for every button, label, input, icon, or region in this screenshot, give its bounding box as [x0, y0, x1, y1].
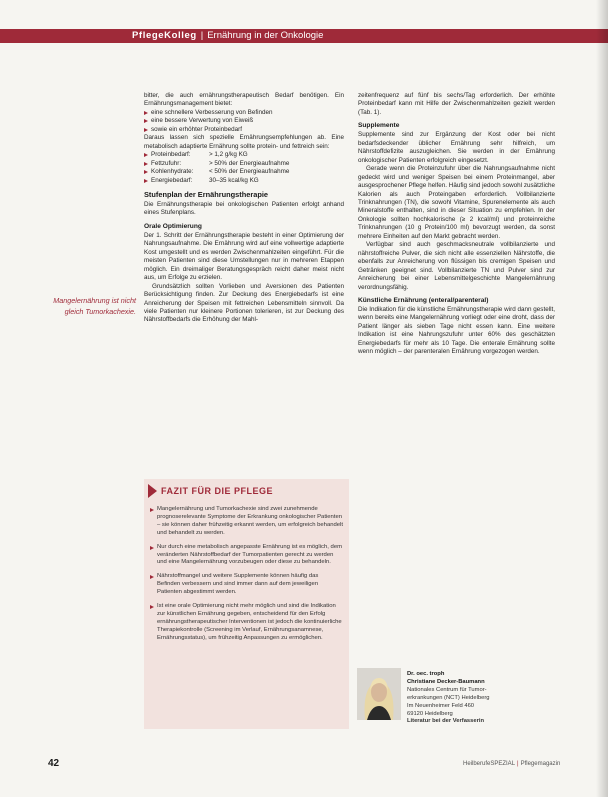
intro-bullet: eine bessere Verwertung von Eiweiß — [144, 117, 344, 125]
stufenplan-paragraph: Die Ernährungstherapie bei onkologischen Patienten erfolgt anhand eines Stufenplans. — [144, 200, 344, 217]
author-line: Nationales Centrum für Tumor- — [407, 686, 487, 693]
author-title: Dr. oec. troph — [407, 671, 445, 677]
fazit-item: Ist eine orale Optimierung nicht mehr möglich und sind die Indikation zur künstlichen Ernährung gegeben, entscheidend für den Erfolg ernährungstherapeutischer Interventionen ist jedoch die kontinuierliche Therapiekontrolle (Screening im Verlauf, Ernährungsanamnese, Ernährungsstatus), um frühzeitig Anpassungen zu ermöglichen. — [150, 603, 343, 643]
author-info — [407, 671, 557, 726]
fazit-box — [144, 479, 349, 729]
author-name: Christiane Decker-Baumann — [407, 678, 485, 685]
requirement-key: Energiebedarf: — [144, 177, 209, 185]
fazit-item: Mangelernährung und Tumorkachexie sind zwei zunehmende prognoserelevante Symptome der Erkrankung onkologischer Patienten – sie können daher frühzeitig erkannt werden, um erfolgreich behandelt und behandelt zu werden. — [150, 506, 343, 538]
footer-journal-1: HeilberufeSPEZIAL — [463, 761, 516, 767]
requirement-row — [144, 160, 289, 168]
requirement-key: Kohlenhydrate: — [144, 168, 209, 176]
requirements-table — [144, 151, 289, 185]
requirements-intro: Daraus lassen sich spezielle Ernährungsempfehlungen ab. Eine metabolisch adaptierte Ernährung sollte protein- und fettreich sein: — [144, 134, 344, 150]
fazit-item: Nur durch eine metabolisch angepasste Ernährung ist es möglich, dem veränderten Nährstoffbedarf der Tumorpatienten gerecht zu werden und eine Mangelernährung vorzubeugen oder diese zu behandeln. — [150, 544, 343, 568]
author-line: Im Neuenheimer Feld 460 — [407, 702, 475, 709]
heading-supplemente: Supplemente — [358, 122, 400, 130]
supplemente-paragraph-2: Gerade wenn die Proteinzufuhr über die Nahrungsaufnahme nicht gedeckt wird und weniger Speisen bei einem Proteinmangel, aber ausgesprochener Pflege helfen. Häufig sind jedoch sowohl zusätzliche Kalorien als auch Proteingaben erforderlich. Vollbilanzierte Trinknahrungen (TN), die sowohl Vitamine, Spurenelemente als auch Mineralstoffe enthalten, sind in dieser Situation zu empfehlen. In der Onkologie sollten hochkalorische (≥ 2 kcal/ml) und proteinreiche Trinknahrungen (10 g Protein/100 ml) bevorzugt werden, da sonst mehrere Einheiten auf den Markt gebracht werden. — [358, 165, 555, 240]
running-header — [132, 29, 323, 43]
intro-paragraph: bitter, die auch ernährungstherapeutisch Bedarf benötigen. Ein Ernährungsmanagement bietet: — [144, 92, 344, 108]
requirement-value: > 50% der Energieaufnahme — [209, 159, 290, 167]
intro-bullet: eine schnellere Verbesserung von Befinden — [144, 109, 344, 117]
fazit-item: Nährstoffmangel und weitere Supplemente können häufig das Befinden verbessern und sind immer dann auf dem jeweiligen Patienten abgestimmt werden. — [150, 573, 343, 597]
footer-journal — [463, 761, 560, 767]
footer-journal-2: Pflegemagazin — [520, 761, 561, 767]
header-kolleg: PflegeKolleg — [132, 30, 197, 41]
fazit-title-text: FAZIT FÜR DIE PFLEGE — [161, 486, 274, 496]
footer-pipe: | — [517, 761, 519, 767]
supplemente-paragraph-1: Supplemente sind zur Ergänzung der Kost oder bei nicht bedarfsdeckender üblicher Ernährung sehr hilfreich, um Nährstoffdefizite auszugleichen. Sie werden in der Ernährung onkologischer Patienten erfolgreich eingesetzt. — [358, 131, 555, 164]
right-column — [358, 92, 555, 357]
requirement-row — [144, 151, 289, 159]
requirement-key: Fettzufuhr: — [144, 160, 209, 168]
requirement-value: > 1,2 g/kg KG — [209, 151, 248, 159]
orale-paragraph-1: Der 1. Schritt der Ernährungstherapie besteht in einer Optimierung der Nahrungsaufnahme. Die Ernährung wird auf eine vollwertige adaptierte Kost umgestellt und es werden Zwischenmahlzeiten eingeführt. Für die meisten Patienten sind diese Umstellungen nur in mehreren Etappen möglich. Ein dreimaliger Beratungsgespräch reicht daher meist nicht aus, um Erfolge zu erzielen. — [144, 231, 344, 282]
left-column — [144, 92, 344, 325]
requirement-row — [144, 168, 289, 176]
kuenstliche-paragraph: Die Indikation für die künstliche Ernährungstherapie wird dann gestellt, wenn bereits eine Mangelernährung vorliegt oder eine droht, dass der Patient länger als sieben Tage nicht essen kann. Eine weitere Indikation ist eine Nahrungszufuhr unter 60% des geschätzten Energiebedarfs für mehr als 10 Tage. Die enterale Ernährung sollte wenn möglich – der parenteralen Ernährung vorgezogen werden. — [358, 305, 555, 356]
fazit-title — [148, 483, 273, 499]
intro-bullet-list — [144, 109, 344, 134]
requirement-row — [144, 177, 289, 185]
requirement-value: 30–35 kcal/kg KG — [209, 176, 259, 184]
page-fold-shadow — [596, 0, 608, 797]
supplemente-paragraph-3: Verfügbar sind auch geschmacksneutrale vollbilanzierte und nährstoffreiche Pulver, die sich nicht alle essenziellen Nährstoffe, die ebenfalls zur Anreicherung von flüssigen bis cremigen Speisen und Getränken geeignet sind. Vollbilanzierte TN und Pulver sind zur Anreicherung bei einer Lebensmittelgeschichte Mangelernährung verordnungsfähig. — [358, 241, 555, 291]
author-literature: Literatur bei der Verfasserin — [407, 718, 485, 725]
intro-bullet: sowie ein erhöhter Proteinbedarf — [144, 126, 344, 134]
page-number: 42 — [48, 758, 60, 769]
author-portrait-icon — [357, 668, 401, 720]
requirement-key: Proteinbedarf: — [144, 151, 209, 159]
heading-stufenplan: Stufenplan der Ernährungstherapie — [144, 189, 269, 199]
orale-paragraph-2: Grundsätzlich sollten Vorlieben und Aversionen des Patienten Berücksichtigung finden. Zur Deckung des Energiebedarfs ist eine Anreicherung der Speisen mit fettreichen Lebensmitteln sinnvoll. Da viele Patienten nur kleinere Portionen tolerieren, ist zur Deckung des Nährstoffbedarfs die Erhöhung der Mahl- — [144, 282, 344, 324]
requirement-value: < 50% der Energieaufnahme — [209, 168, 290, 176]
margin-note: Mangelernährung ist nicht gleich Tumorkachexie. — [53, 296, 136, 316]
heading-kuenstliche-ernaehrung: Künstliche Ernährung (enteral/parenteral) — [358, 296, 489, 304]
triangle-icon — [148, 484, 157, 498]
author-photo — [357, 668, 401, 720]
heading-orale-optimierung: Orale Optimierung — [144, 222, 202, 230]
author-line: 69120 Heidelberg — [407, 710, 453, 717]
fazit-list — [150, 506, 343, 649]
header-separator: | — [200, 30, 204, 41]
author-line: erkrankungen (NCT) Heidelberg — [407, 694, 490, 701]
header-topic: Ernährung in der Onkologie — [207, 30, 324, 41]
continuation-paragraph: zeitenfrequenz auf fünf bis sechs/Tag erforderlich. Der erhöhte Proteinbedarf kann mit Hilfe der Zwischenmahlzeiten gezielt werden (Tab. 1). — [358, 92, 555, 116]
